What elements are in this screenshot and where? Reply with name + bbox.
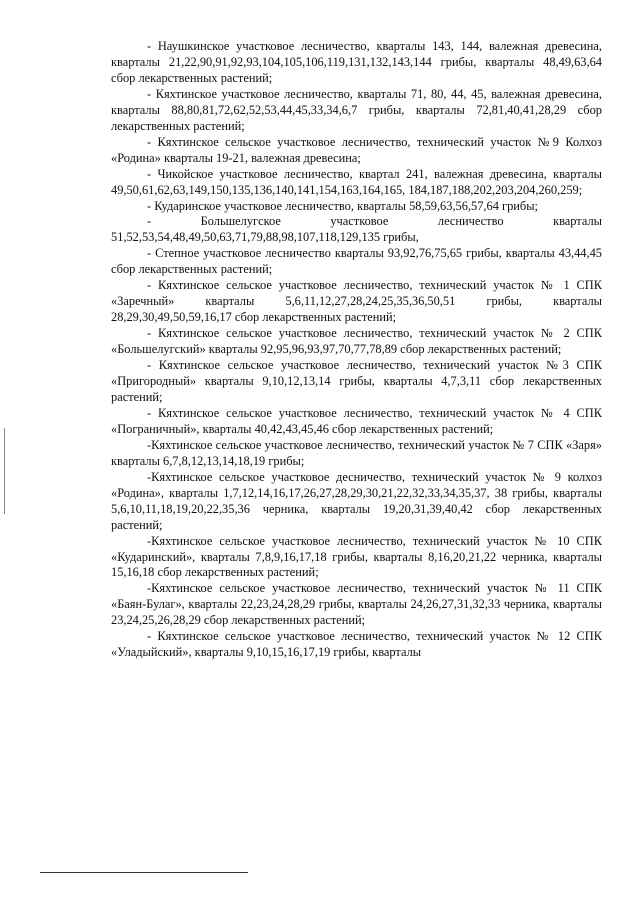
paragraph-uchastok-11-bayan-bulag: -Кяхтинское сельское участковое лесничество, технический участок № 11 СПК «Баян-Булаг», кварталы 22,23,24,28,29 грибы, кварталы 24,26,27,31,32,33 черника, кварталы 23,24,25,26,28,29 сбор лекарственных растений; — [111, 581, 602, 628]
paragraph-uchastok-12-uladyisky: - Кяхтинское сельское участковое лесничество, технический участок № 12 СПК «Уладыйский», кварталы 9,10,15,16,17,19 грибы, кварталы — [111, 629, 602, 660]
paragraph-naushkinskoe: - Наушкинское участковое лесничество, кварталы 143, 144, валежная древесина, кварталы 21,22,90,91,92,93,104,105,106,119,131,132,143,144 грибы, кварталы 48,49,63,64 сбор лекарственных растений; — [111, 39, 602, 85]
paragraph-uchastok-1-zarechny: - Кяхтинское сельское участковое лесничество, технический участок № 1 СПК «Заречный» кварталы 5,6,11,12,27,28,24,25,35,36,50,51 грибы, кварталы 28,29,30,49,50,59,16,17 сбор лекарственных растений; — [111, 278, 602, 325]
paragraph-chikoyskoe: - Чикойское участковое лесничество, квартал 241, валежная древесина, кварталы 49,50,61,62,63,149,150,135,136,140,141,154,163,164,165, 184,187,188,202,203,204,260,259; — [111, 166, 602, 197]
paragraph-kyakhtinskoe-selskoe-uchastok-9: - Кяхтинское сельское участковое лесничество, технический участок №9 Колхоз «Родина» кварталы 19-21, валежная древесина; — [111, 134, 602, 165]
scan-edge-mark — [4, 428, 5, 514]
document-body — [111, 39, 602, 661]
paragraph-uchastok-10-kudarinsky: -Кяхтинское сельское участковое лесничество, технический участок № 10 СПК «Кударинский», кварталы 7,8,9,16,17,18 грибы, кварталы 8,16,20,21,22 черника, кварталы 15,16,18 сбор лекарственных растений; — [111, 533, 602, 580]
footnote-separator-line — [40, 872, 248, 873]
paragraph-kyakhtinskoe: - Кяхтинское участковое лесничество, кварталы 71, 80, 44, 45, валежная древесина, кварталы 88,80,81,72,62,52,53,44,45,33,34,6,7 грибы, кварталы 72,81,40,41,28,29 сбор лекарственных растений; — [111, 86, 602, 133]
paragraph-bolshelugskoe: - Большелугское участковое лесничество кварталы 51,52,53,54,48,49,50,63,71,79,88,98,107,118,129,135 грибы, — [111, 214, 602, 245]
paragraph-stepnoe: - Степное участковое лесничество кварталы 93,92,76,75,65 грибы, кварталы 43,44,45 сбор лекарственных растений; — [111, 246, 602, 277]
paragraph-uchastok-3-prigorodny: - Кяхтинское сельское участковое лесничество, технический участок №3 СПК «Пригородный» кварталы 9,10,12,13,14 грибы, кварталы 4,7,3,11 сбор лекарственных растений; — [111, 358, 602, 404]
paragraph-uchastok-2-bolshelugsky: - Кяхтинское сельское участковое лесничество, технический участок № 2 СПК «Большелугский» кварталы 92,95,96,93,97,70,77,78,89 сбор лекарственных растений; — [111, 326, 602, 357]
paragraph-uchastok-9-rodina: -Кяхтинское сельское участковое десничество, технический участок № 9 колхоз «Родина», кварталы 1,7,12,14,16,17,26,27,28,29,30,21,22,32,33,34,35,37, 38 грибы, кварталы 5,6,10,11,18,19,20,22,35,36 черника, кварталы 19,20,31,39,40,42 сбор лекарственных растений; — [111, 469, 602, 532]
paragraph-kudarinskoe: - Кударинское участковое лесничество, кварталы 58,59,63,56,57,64 грибы; — [147, 198, 538, 213]
paragraph-uchastok-4-pogranichny: - Кяхтинское сельское участковое лесничество, технический участок № 4 СПК «Пограничный», кварталы 40,42,43,45,46 сбор лекарственных растений; — [111, 405, 602, 436]
paragraph-uchastok-7-zarya: -Кяхтинское сельское участковое лесничество, технический участок № 7 СПК «Заря» кварталы 6,7,8,12,13,14,18,19 грибы; — [111, 437, 602, 468]
